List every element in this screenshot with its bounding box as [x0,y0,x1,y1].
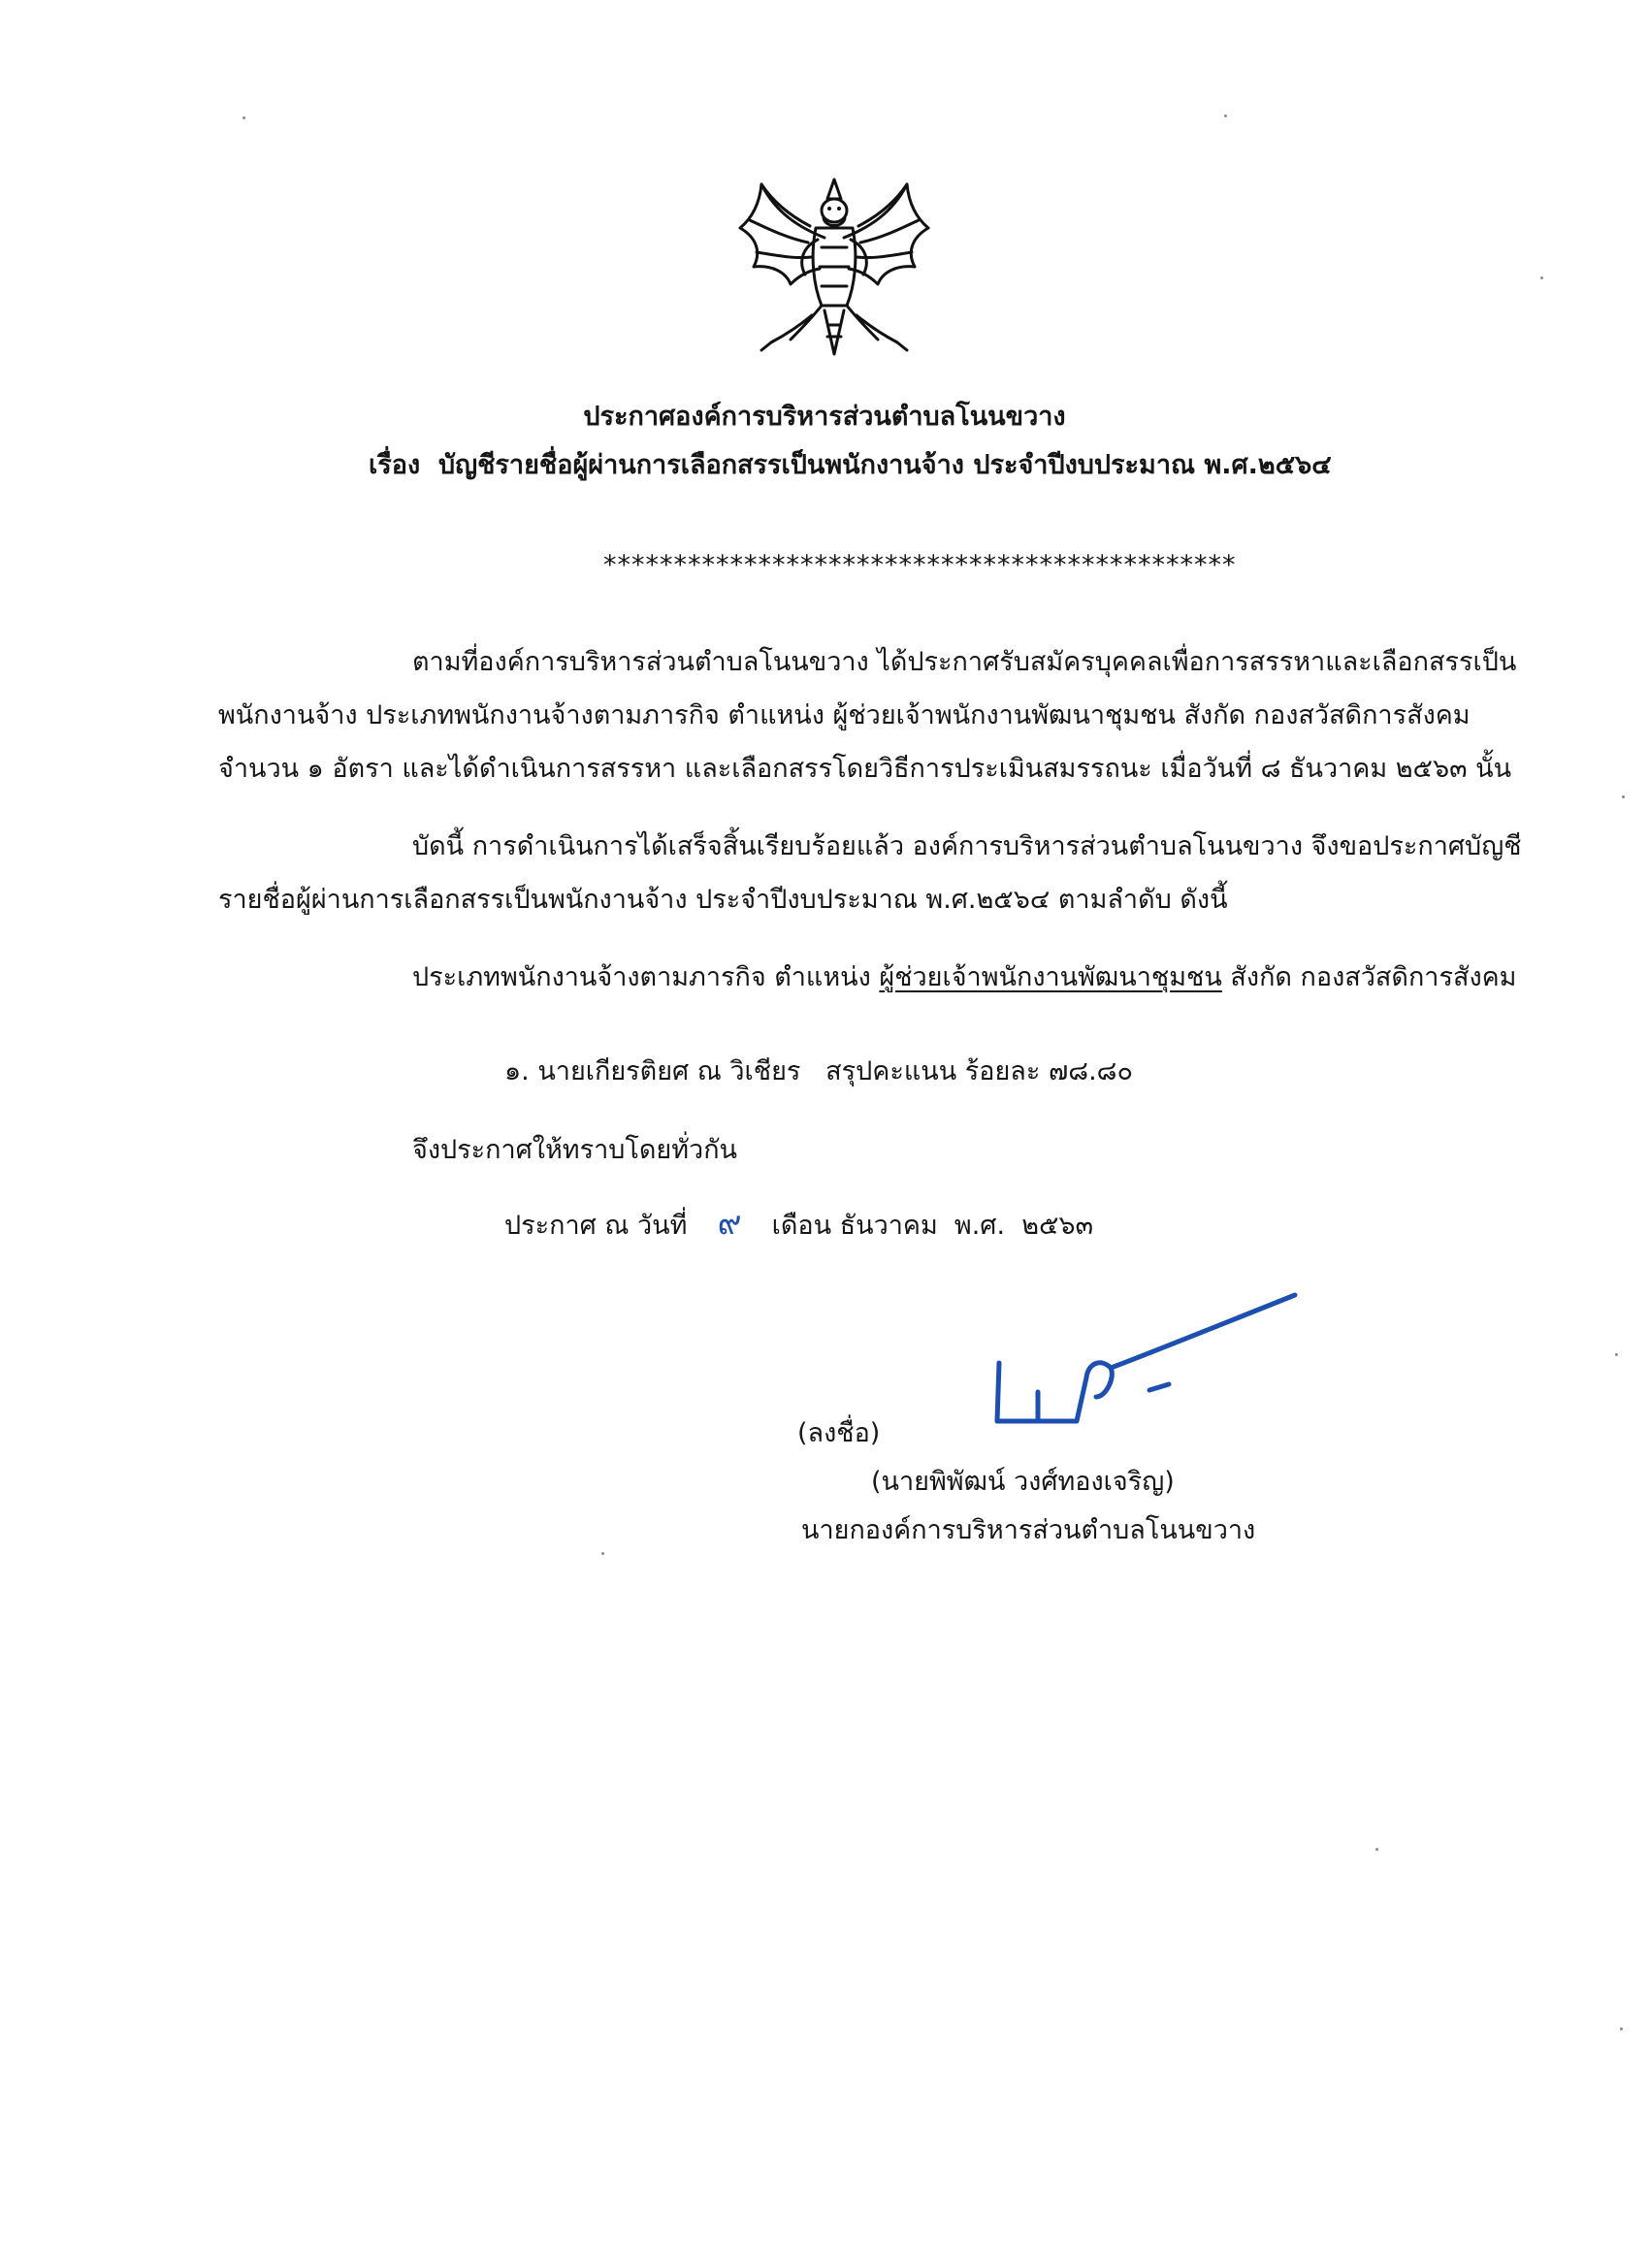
date-month: เดือน ธันวาคม [771,1211,938,1241]
result-name: นายเกียรติยศ ณ วิเชียร [537,1056,801,1086]
paragraph-1-line-2: พนักงานจ้าง ประเภทพนักงานจ้างตามภารกิจ ตำแหน่ง ผู้ช่วยเจ้าพนักงานพัฒนาชุมชน สังกัด กองสวัสดิการสังคม [218,700,1471,730]
result-score-label: สรุปคะแนน ร้อยละ [825,1056,1041,1086]
scan-speck [1615,1353,1618,1356]
scan-speck [601,1552,604,1555]
handwritten-day: ๙ [717,1204,742,1243]
paragraph-2-line-2: รายชื่อผู้ผ่านการเลือกสรรเป็นพนักงานจ้าง ประจำปีงบประมาณ พ.ศ.๒๕๖๔ ตามลำดับ ดังนี้ [218,885,1228,915]
date-prefix: ประกาศ ณ วันที่ [504,1211,688,1241]
scan-speck [1540,276,1543,279]
scan-speck [1620,2027,1623,2030]
date-year: ๒๕๖๓ [1021,1211,1094,1241]
garuda-emblem-icon [732,170,936,364]
document-title: ประกาศองค์การบริหารส่วนตำบลโนนขวาง [583,402,1066,432]
subject-label: เรื่อง [369,450,421,480]
paragraph-1-line-3: จำนวน ๑ อัตรา และได้ดำเนินการสรรหา และเลือกสรรโดยวิธีการประเมินสมรรถนะ เมื่อวันที่ ๘ ธันวาคม ๒๕๖๓ นั้น [218,754,1512,784]
scan-speck [242,116,245,119]
category-suffix: สังกัด กองสวัสดิการสังคม [1230,962,1517,992]
sign-label: (ลงชื่อ) [797,1418,881,1448]
subject-text: บัญชีรายชื่อผู้ผ่านการเลือกสรรเป็นพนักงานจ้าง ประจำปีงบประมาณ พ.ศ.๒๕๖๔ [437,450,1332,480]
paragraph-2-line-1: บัดนี้ การดำเนินการได้เสร็จสิ้นเรียบร้อยแล้ว องค์การบริหารส่วนตำบลโนนขวาง จึงขอประกาศบัญชี [412,831,1522,861]
result-row [504,1054,1133,1089]
scan-speck [1375,1848,1378,1851]
scan-speck [1622,795,1625,798]
asterisk-separator: ********************************************* [603,550,1237,580]
paragraph-1-line-1: ตามที่องค์การบริหารส่วนตำบลโนนขวาง ได้ประกาศรับสมัครบุคคลเพื่อการสรรหาและเลือกสรรเป็น [412,647,1517,677]
date-year-label: พ.ศ. [954,1211,1006,1241]
result-score: ๗๘.๘๐ [1048,1056,1133,1086]
signer-position: นายกองค์การบริหารส่วนตำบลโนนขวาง [801,1515,1256,1545]
document-subject [369,448,1332,483]
handwritten-signature [980,1276,1300,1441]
scan-speck [1224,114,1227,117]
signer-name: (นายพิพัฒน์ วงศ์ทองเจริญ) [871,1467,1175,1497]
announcement-date [504,1206,1093,1244]
employment-category [412,960,1516,995]
category-prefix: ประเภทพนักงานจ้างตามภารกิจ ตำแหน่ง [412,962,871,992]
announcement-text: จึงประกาศให้ทราบโดยทั่วกัน [412,1135,737,1165]
position-title: ผู้ช่วยเจ้าพนักงานพัฒนาชุมชน [879,962,1222,992]
result-rank: ๑. [504,1056,530,1086]
